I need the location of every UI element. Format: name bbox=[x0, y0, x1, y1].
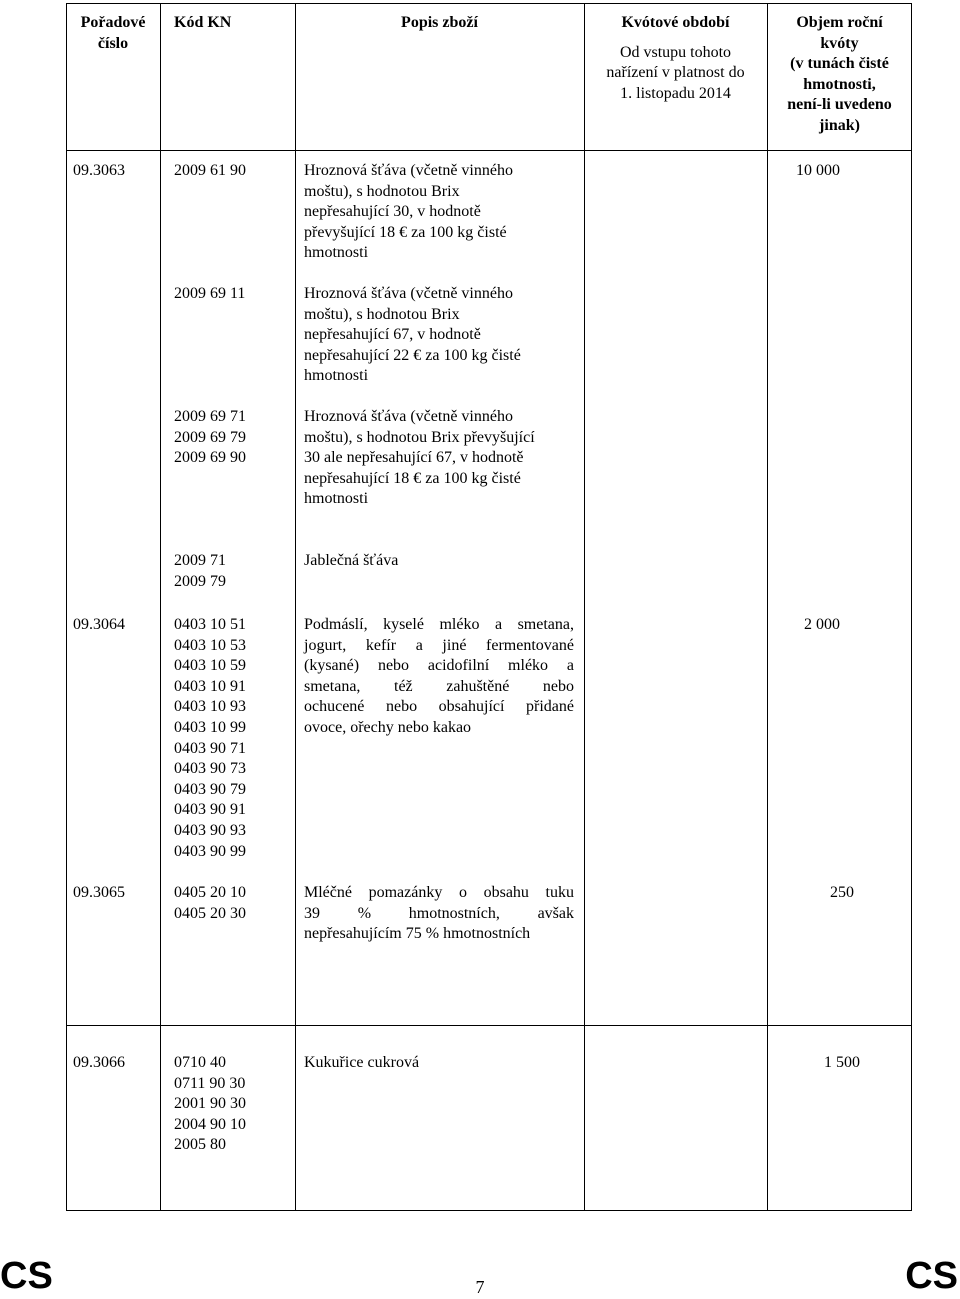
desc-line: hmotnosti bbox=[304, 490, 369, 508]
kn-code: 0403 10 93 bbox=[174, 698, 246, 716]
kn-code: 2009 61 90 bbox=[174, 162, 246, 179]
kn-code: 0403 10 53 bbox=[174, 636, 246, 654]
kn-code: 2004 90 10 bbox=[174, 1115, 246, 1133]
desc-line: Hroznová šťáva (včetně vinného bbox=[304, 162, 513, 179]
desc-line: moštu), s hodnotou Brix převyšující bbox=[304, 428, 535, 446]
kn-code: 0403 90 73 bbox=[174, 760, 246, 778]
kn-code: 0405 20 10 bbox=[174, 884, 246, 901]
header-volume-line: (v tunách čisté bbox=[790, 55, 889, 73]
desc-line: nepřesahujícím 75 % hmotnostních bbox=[304, 925, 531, 943]
order-number: 09.3065 bbox=[73, 884, 125, 901]
goods-description bbox=[304, 551, 398, 572]
desc-line: moštu), s hodnotou Brix bbox=[304, 182, 460, 200]
desc-line: ovoce, ořechy nebo kakao bbox=[304, 718, 472, 736]
quota-volume: 1 500 bbox=[824, 1054, 860, 1071]
desc-line: smetana, též zahuštěné nebo bbox=[304, 677, 574, 695]
desc-line: nepřesahující 67, v hodnotě bbox=[304, 326, 481, 344]
goods-description bbox=[304, 1053, 419, 1074]
kn-code: 0403 10 99 bbox=[174, 718, 246, 736]
order-number: 09.3063 bbox=[73, 162, 125, 179]
header-volume-line: jinak) bbox=[819, 116, 860, 134]
kn-code: 2009 69 79 bbox=[174, 428, 246, 446]
desc-line: 39 % hmotnostních, avšak bbox=[304, 904, 574, 922]
desc-line: nepřesahující 30, v hodnotě bbox=[304, 203, 481, 221]
desc-line: Jablečná šťáva bbox=[304, 552, 399, 569]
kn-code: 0403 90 71 bbox=[174, 739, 246, 757]
desc-line: převyšující 18 € za 100 kg čisté bbox=[304, 223, 507, 241]
header-divider bbox=[67, 150, 911, 151]
goods-description bbox=[304, 407, 535, 510]
desc-line: Podmáslí, kyselé mléko a smetana, bbox=[304, 616, 574, 633]
kn-code: 0403 90 99 bbox=[174, 842, 246, 860]
kn-code: 0711 90 30 bbox=[174, 1074, 246, 1092]
kn-code: 0403 90 79 bbox=[174, 780, 246, 798]
kn-code: 2005 80 bbox=[174, 1136, 226, 1154]
header-period-line: nařízení v platnost do bbox=[606, 64, 745, 82]
kn-code: 2009 69 11 bbox=[174, 285, 246, 302]
kn-code: 0403 90 93 bbox=[174, 821, 246, 839]
header-order bbox=[66, 13, 160, 54]
footer-language-mark-right: CS bbox=[905, 1255, 958, 1297]
order-number: 09.3064 bbox=[73, 616, 125, 633]
quota-volume: 10 000 bbox=[796, 162, 840, 179]
row-divider bbox=[67, 1025, 911, 1026]
desc-line: Hroznová šťáva (včetně vinného bbox=[304, 285, 513, 302]
kn-codes bbox=[174, 407, 246, 469]
kn-code: 2009 69 71 bbox=[174, 408, 246, 425]
kn-code: 0403 10 51 bbox=[174, 616, 246, 633]
header-order-label: Pořadové číslo bbox=[80, 14, 146, 52]
goods-description bbox=[304, 161, 513, 264]
desc-line: nepřesahující 22 € za 100 kg čisté bbox=[304, 346, 521, 364]
header-desc bbox=[295, 13, 584, 34]
kn-codes bbox=[174, 1053, 246, 1156]
header-period-line: Od vstupu tohoto bbox=[619, 43, 732, 61]
col-divider bbox=[295, 4, 296, 1210]
kn-code: 2009 71 bbox=[174, 552, 226, 569]
desc-line: Kukuřice cukrová bbox=[304, 1054, 420, 1071]
desc-line: (kysané) nebo acidofilní mléko a bbox=[304, 657, 574, 675]
kn-code: 0403 10 91 bbox=[174, 677, 246, 695]
goods-description bbox=[304, 284, 521, 387]
kn-codes bbox=[174, 161, 246, 182]
kn-code: 0405 20 30 bbox=[174, 904, 246, 922]
desc-line: ochucené nebo obsahující přidané bbox=[304, 698, 574, 716]
header-period bbox=[584, 13, 767, 104]
goods-description bbox=[304, 615, 574, 739]
col-divider bbox=[767, 4, 768, 1210]
kn-code: 0710 40 bbox=[174, 1054, 226, 1071]
header-period-line: 1. listopadu 2014 bbox=[620, 84, 731, 102]
order-number: 09.3066 bbox=[73, 1054, 125, 1071]
kn-code: 0403 90 91 bbox=[174, 801, 246, 819]
header-kn-label: Kód KN bbox=[174, 14, 232, 31]
goods-description bbox=[304, 883, 574, 945]
desc-line: Hroznová šťáva (včetně vinného bbox=[304, 408, 513, 425]
quota-volume: 250 bbox=[830, 884, 854, 901]
col-divider bbox=[584, 4, 585, 1210]
header-volume-line: kvóty bbox=[820, 34, 859, 52]
kn-codes bbox=[174, 615, 246, 862]
kn-code: 2009 69 90 bbox=[174, 449, 246, 467]
header-desc-label: Popis zboží bbox=[401, 14, 478, 31]
quota-volume: 2 000 bbox=[804, 616, 840, 633]
desc-line: nepřesahující 18 € za 100 kg čisté bbox=[304, 469, 521, 487]
desc-line: Mléčné pomazánky o obsahu tuku bbox=[304, 884, 574, 901]
kn-code: 2001 90 30 bbox=[174, 1095, 246, 1113]
header-period-label: Kvótové období bbox=[621, 14, 730, 31]
col-divider bbox=[160, 4, 161, 1210]
desc-line: moštu), s hodnotou Brix bbox=[304, 305, 460, 323]
kn-code: 2009 79 bbox=[174, 572, 226, 590]
page-number: 7 bbox=[475, 1277, 485, 1297]
header-volume-line: není-li uvedeno bbox=[787, 96, 892, 114]
kn-code: 0403 10 59 bbox=[174, 657, 246, 675]
desc-line: hmotnosti bbox=[304, 367, 369, 385]
header-volume-line: Objem roční bbox=[796, 14, 883, 31]
desc-line: hmotnosti bbox=[304, 244, 369, 262]
kn-codes bbox=[174, 284, 245, 305]
header-volume-line: hmotnosti, bbox=[803, 75, 876, 93]
kn-codes bbox=[174, 551, 226, 592]
desc-line: 30 ale nepřesahující 67, v hodnotě bbox=[304, 449, 524, 467]
desc-line: jogurt, kefír a jiné fermentované bbox=[304, 636, 574, 654]
kn-codes bbox=[174, 883, 246, 924]
header-volume bbox=[767, 13, 912, 137]
footer-language-mark-left: CS bbox=[0, 1255, 53, 1297]
header-kn bbox=[160, 13, 295, 34]
